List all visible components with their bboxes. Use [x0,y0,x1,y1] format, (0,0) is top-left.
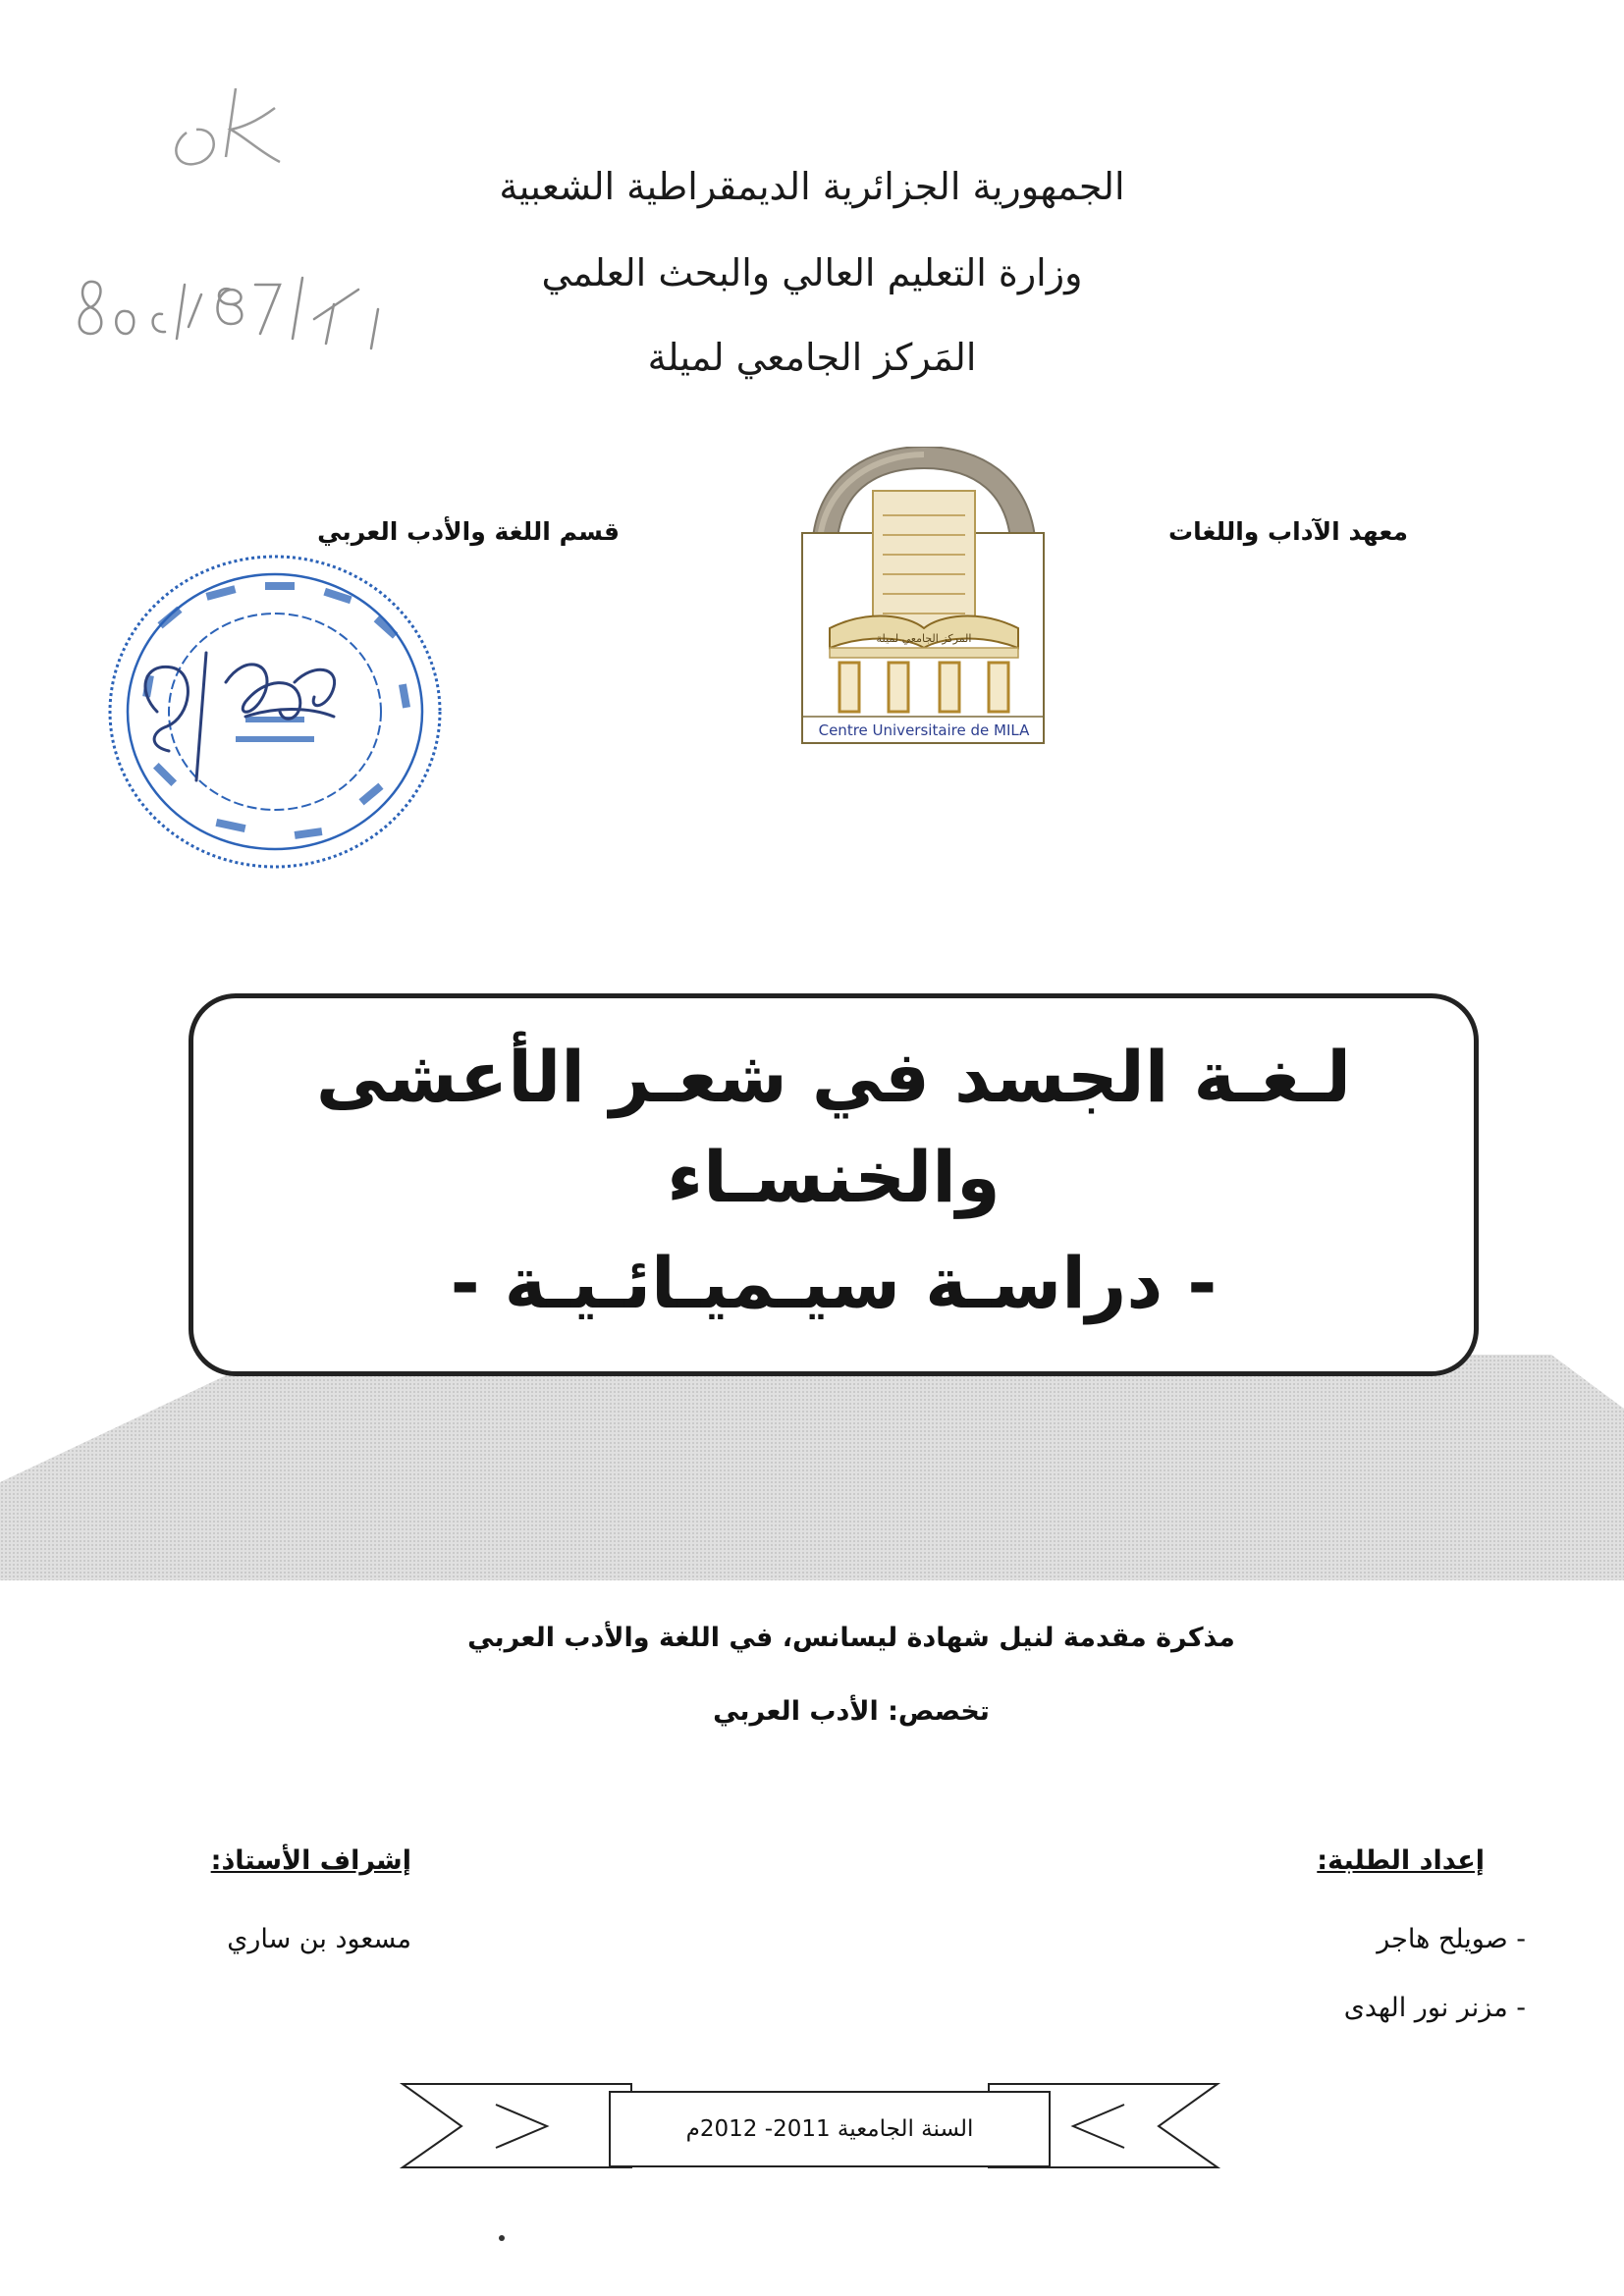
university-logo [800,447,1048,747]
student-name-1: - صويلح هاجر [1377,1924,1526,1954]
thesis-subtitle: - دراسـة سيـميـائـيـة - [450,1242,1218,1324]
students-heading: إعداد الطلبة: [1317,1845,1485,1876]
logo-caption: Centre Universitaire de MILA [818,721,1030,739]
academic-year-text: السنة الجامعية 2011- 2012م [685,2116,974,2142]
title-shadow-band [0,1355,1624,1580]
logo-banner-text: المركز الجامعي لميلة [876,632,972,645]
department-label: قسم اللغة والأدب العربي [317,517,620,546]
thesis-title-line1: لـغـة الجسد في شعـر الأعشى [315,1036,1352,1118]
student-name-2: - مزنر نور الهدى [1343,1993,1526,2023]
header-republic: الجمهورية الجزائرية الديمقراطية الشعبية [499,165,1125,208]
supervisor-name: مسعود بن ساري [227,1924,411,1954]
memo-specialty: تخصص: الأدب العربي [713,1696,990,1727]
header-center: المَركز الجامعي لميلة [647,336,977,379]
supervisor-heading: إشراف الأستاذ: [210,1845,411,1876]
header-ministry: وزارة التعليم العالي والبحث العلمي [541,251,1083,294]
memo-purpose: مذكرة مقدمة لنيل شهادة ليسانس، في اللغة والأدب العربي [467,1623,1235,1653]
institute-label: معهد الآداب واللغات [1168,517,1408,546]
thesis-title-box [189,993,1479,1376]
ink-dot [499,2235,505,2241]
academic-year-box [609,2091,1051,2167]
thesis-title-line2: والخنسـاء [667,1136,1001,1218]
handwritten-ok-mark [147,69,295,177]
official-stamp [98,545,452,879]
